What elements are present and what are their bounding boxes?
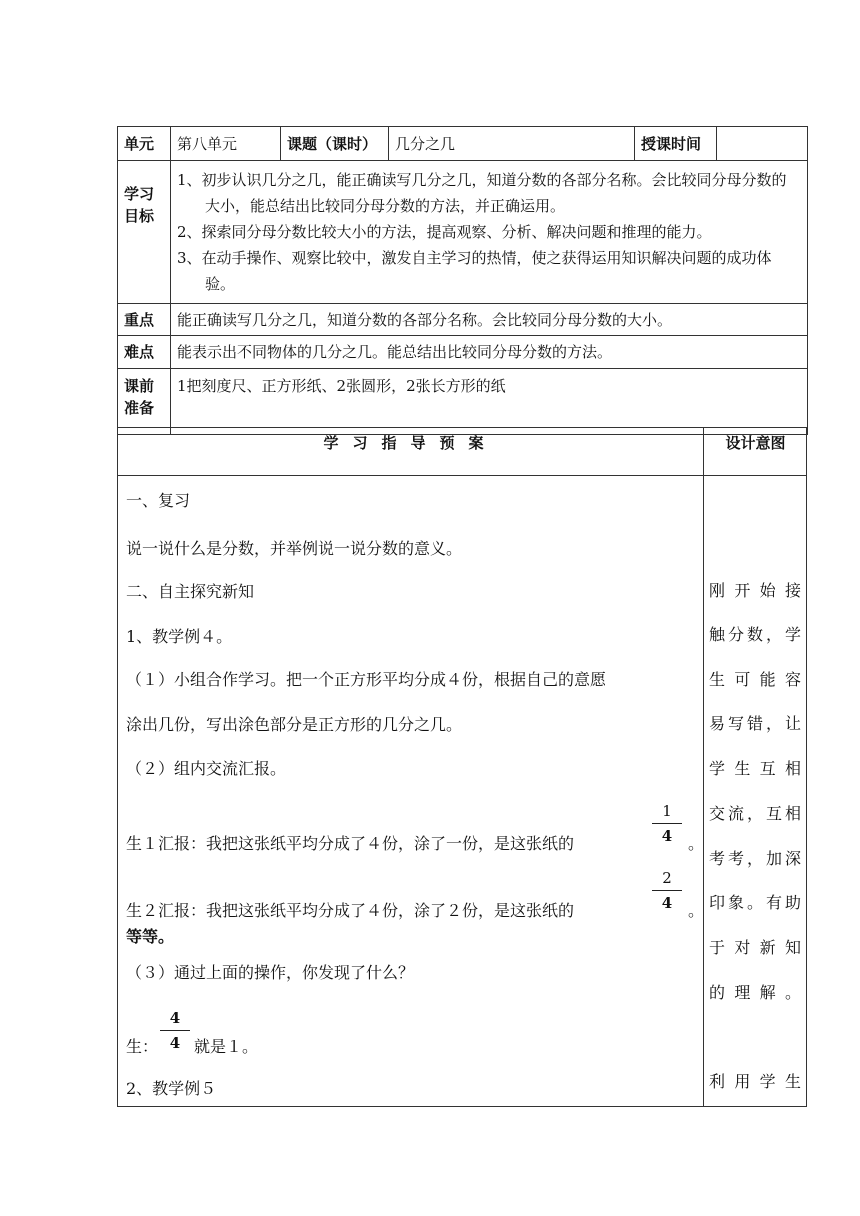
plan-line: （２）组内交流汇报。 xyxy=(126,759,287,778)
design-note-line: 学生互相 xyxy=(709,759,801,778)
unit-value: 第八单元 xyxy=(171,127,281,161)
key-point-text: 能正确读写几分之几，知道分数的各部分名称。会比较同分母分数的大小。 xyxy=(171,304,808,336)
fraction-four-quarters xyxy=(160,1008,190,1053)
fraction-denominator: 4 xyxy=(661,894,673,912)
plan-line-etc: 等等。 xyxy=(126,927,175,946)
preparation-label: 课前准备 xyxy=(118,369,171,435)
fraction-numerator: 2 xyxy=(662,869,672,887)
design-intent-title: 设计意图 xyxy=(725,434,786,452)
design-note-line: 于对新知 xyxy=(709,938,801,957)
fraction-denominator: 4 xyxy=(661,827,673,845)
design-note-line: 考考，加深 xyxy=(709,849,801,868)
header-divider xyxy=(118,475,806,476)
goal-item: 1、初步认识几分之几，能正确读写几分之几，知道分数的各部分名称。会比较同分母分数的大小，能总结出比较同分母分数的方法，并正确运用。 xyxy=(177,171,787,215)
fraction-one-quarter xyxy=(652,801,682,846)
key-point-label: 重点 xyxy=(118,304,171,336)
topic-value: 几分之几 xyxy=(389,127,635,161)
fraction-denominator: 4 xyxy=(169,1034,181,1052)
guidance-plan-table xyxy=(117,427,807,1107)
plan-line: 生１汇报：我把这张纸平均分成了４份，涂了一份，是这张纸的 xyxy=(126,834,575,853)
fraction-numerator: 1 xyxy=(662,802,672,820)
fraction-bar xyxy=(652,823,682,824)
sentence-period: 。 xyxy=(688,834,705,853)
plan-line: 1、教学例４。 xyxy=(126,627,233,646)
preparation-text: 1把刻度尺、正方形纸、2张圆形，2张长方形的纸 xyxy=(171,369,808,435)
fraction-bar xyxy=(160,1030,190,1031)
section-explore: 二、自主探究新知 xyxy=(126,582,255,601)
plan-line: 就是１。 xyxy=(194,1037,259,1056)
design-note-line: 生可能容 xyxy=(709,670,801,689)
goals-label: 学习目标 xyxy=(118,161,171,304)
plan-line: （３）通过上面的操作，你发现了什么？ xyxy=(126,963,415,982)
plan-line: 2、教学例５ xyxy=(126,1079,217,1098)
fraction-two-quarters xyxy=(652,868,682,913)
design-note-line: 易写错，让 xyxy=(709,714,801,733)
time-label: 授课时间 xyxy=(635,127,717,161)
column-divider xyxy=(703,428,704,1106)
unit-label: 单元 xyxy=(118,127,171,161)
topic-label: 课题（课时） xyxy=(281,127,389,161)
design-note-line: 利用学生 xyxy=(709,1072,801,1091)
design-note-line: 的理解。 xyxy=(709,983,801,1002)
plan-line: 涂出几份，写出涂色部分是正方形的几分之几。 xyxy=(126,715,463,734)
plan-title: 学习指导预案 xyxy=(323,434,498,452)
plan-line: 说一说什么是分数，并举例说一说分数的意义。 xyxy=(126,539,463,558)
difficulty-text: 能表示出不同物体的几分之几。能总结出比较同分母分数的方法。 xyxy=(171,336,808,369)
section-review: 一、复习 xyxy=(126,491,191,510)
design-note-line: 印象。有助 xyxy=(709,893,801,912)
student-label: 生： xyxy=(126,1037,159,1056)
goal-item: 2、探索同分母分数比较大小的方法，提高观察、分析、解决问题和推理的能力。 xyxy=(177,223,712,241)
difficulty-label: 难点 xyxy=(118,336,171,369)
goal-item: 3、在动手操作、观察比较中，激发自主学习的热情，使之获得运用知识解决问题的成功体验。 xyxy=(177,249,772,293)
fraction-bar xyxy=(652,890,682,891)
plan-line: 生２汇报：我把这张纸平均分成了４份，涂了２份，是这张纸的 xyxy=(126,901,575,920)
sentence-period: 。 xyxy=(688,901,705,920)
lesson-info-table xyxy=(117,126,808,435)
fraction-numerator: 4 xyxy=(169,1009,181,1027)
goals-cell xyxy=(171,161,808,304)
time-value xyxy=(717,127,808,161)
design-note-line: 交流，互相 xyxy=(709,804,801,823)
plan-line: （１）小组合作学习。把一个正方形平均分成４份，根据自己的意愿 xyxy=(126,670,607,689)
design-note-line: 刚开始接 xyxy=(709,581,801,600)
design-note-line: 触分数，学 xyxy=(709,625,801,644)
